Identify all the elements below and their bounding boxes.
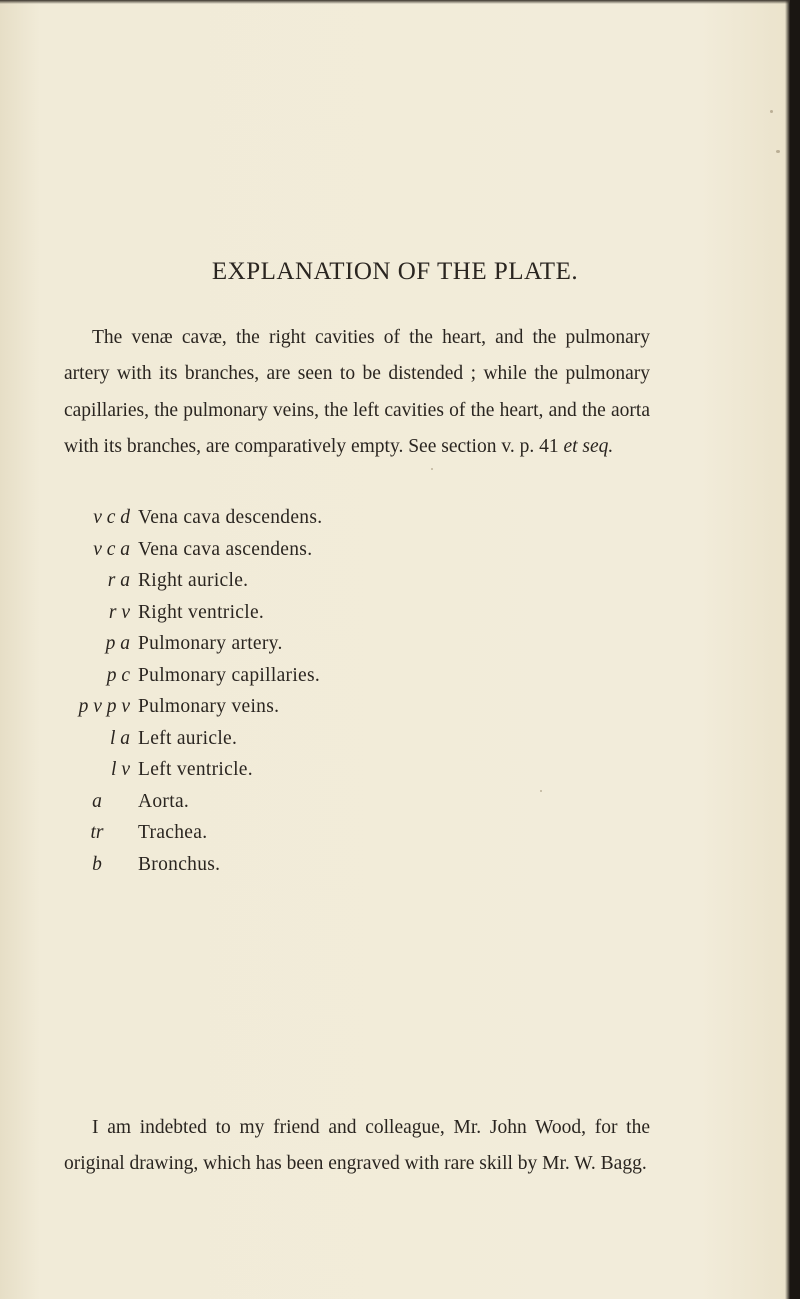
- legend-abbreviation: v c d: [93, 507, 130, 528]
- legend-item: [64, 691, 564, 723]
- legend-description: Left ventricle.: [138, 759, 253, 780]
- legend-description: Trachea.: [138, 822, 208, 843]
- legend-abbreviation: tr: [90, 822, 104, 843]
- paper-speck: [540, 790, 542, 792]
- legend-item: [64, 660, 564, 692]
- legend-item: [64, 849, 564, 881]
- legend-description: Vena cava ascendens.: [138, 538, 313, 560]
- legend-description: Aorta.: [138, 790, 190, 812]
- legend-item: [64, 597, 564, 629]
- legend-description: Pulmonary veins.: [138, 696, 280, 717]
- plate-legend: [64, 502, 564, 880]
- paper-speck: [431, 468, 433, 470]
- legend-description: Right ventricle.: [138, 601, 265, 623]
- legend-abbreviation: p c: [106, 664, 130, 686]
- paper-speck: [776, 150, 780, 153]
- legend-item: [64, 723, 564, 755]
- legend-abbreviation: p a: [105, 633, 130, 654]
- legend-item: [64, 754, 564, 786]
- legend-description: Bronchus.: [138, 853, 221, 875]
- legend-description: Left auricle.: [138, 727, 238, 749]
- legend-abbreviation: a: [92, 790, 102, 812]
- legend-item: [64, 502, 564, 534]
- legend-abbreviation: l a: [109, 727, 130, 749]
- legend-abbreviation: l v: [111, 759, 130, 780]
- paper-speck: [770, 110, 773, 113]
- legend-description: Right auricle.: [138, 570, 249, 591]
- legend-item: [64, 628, 564, 660]
- legend-abbreviation: r a: [107, 570, 130, 591]
- legend-description: Vena cava descendens.: [138, 507, 323, 528]
- acknowledgement-text: I am indebted to my friend and colleague, Mr. John Wood, for the original drawing, which has been engraved with rare skill by Mr. W. Bagg.: [64, 1117, 650, 1175]
- legend-abbreviation: v c a: [93, 538, 130, 560]
- legend-description: Pulmonary artery.: [138, 633, 283, 654]
- legend-item: [64, 565, 564, 597]
- page-title: EXPLANATION OF THE PLATE.: [211, 258, 579, 285]
- legend-item: [64, 817, 564, 849]
- legend-item: [64, 786, 564, 818]
- legend-abbreviation: b: [92, 853, 102, 875]
- legend-description: Pulmonary capillaries.: [138, 664, 321, 686]
- acknowledgement-paragraph: [64, 1110, 650, 1183]
- intro-italic-text: et seq.: [563, 435, 614, 457]
- legend-abbreviation: r v: [108, 601, 130, 623]
- legend-item: [64, 534, 564, 566]
- legend-abbreviation: p v p v: [78, 696, 130, 717]
- intro-text: The venæ cavæ, the right cavities of the heart, and the pulmonary artery with its branches, are seen to be distended ; while the pulmonary capillaries, the pulmonary veins, the left cavities of the heart, and the aorta with its branches, are comparatively empty. See section v. p. 41: [64, 327, 650, 457]
- page-top-edge: [0, 0, 790, 4]
- intro-paragraph: [64, 320, 650, 465]
